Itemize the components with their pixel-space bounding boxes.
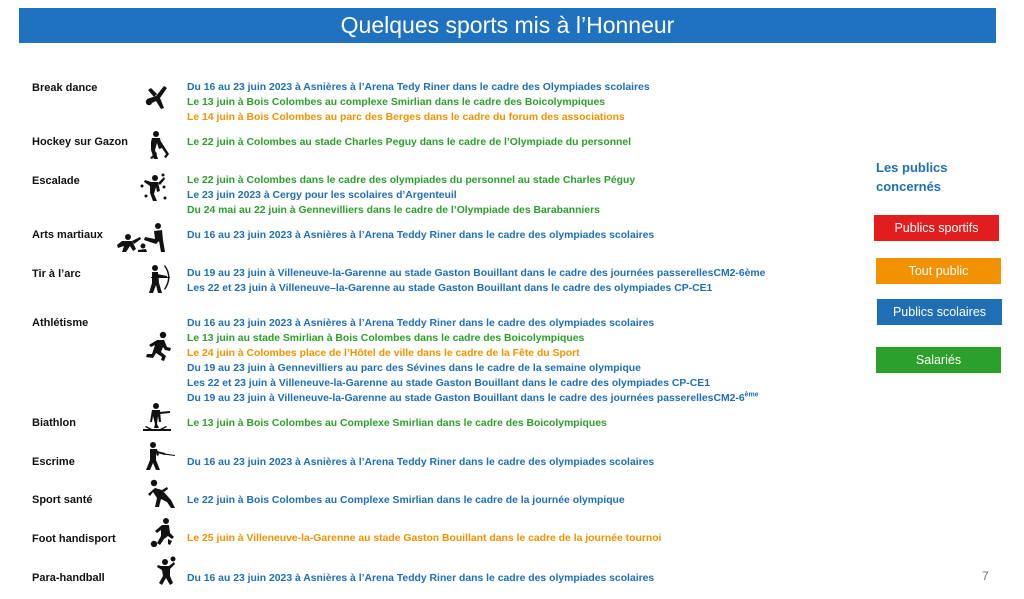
health-sport-icon <box>147 478 177 508</box>
event-line: Du 16 au 23 juin 2023 à Asnières à l’Arena Tedy Riner dans le cadre des Olympiades scolaires <box>187 82 650 93</box>
event-line: Le 13 juin à Bois Colombes au complexe Smirlian dans le cadre des Boicolympiques <box>187 97 606 108</box>
sport-name: Sport santé <box>32 494 93 506</box>
sport-name: Escalade <box>32 175 80 187</box>
biathlon-icon <box>142 402 172 432</box>
sport-name: Break dance <box>32 82 98 94</box>
handisport-football-icon <box>148 517 178 547</box>
event-line: Le 25 juin à Villeneuve-la-Garenne au stade Gaston Bouillant dans le cadre de la journée tournoi <box>187 533 662 544</box>
climbing-icon <box>138 172 168 202</box>
para-handball-icon <box>150 556 180 586</box>
sport-name: Arts martiaux <box>32 229 103 241</box>
fencing-icon <box>145 441 175 471</box>
event-line: Du 19 au 23 juin à Villeneuve-la-Garenne au stade Gaston Bouillant dans le cadre des journées passerellesCM2-6ème <box>187 391 759 404</box>
event-line: Le 23 juin 2023 à Cergy pour les scolaires d’Argenteuil <box>187 190 457 201</box>
sport-events <box>187 80 650 125</box>
event-line: Du 24 mai au 22 juin à Gennevilliers dans le cadre de l’Olympiade des Barabanniers <box>187 205 600 216</box>
legend-item-tout: Tout public <box>876 258 1001 284</box>
event-line: Du 16 au 23 juin 2023 à Asnières à l’Arena Teddy Riner dans le cadre des olympiades scolaires <box>187 230 655 241</box>
field-hockey-icon <box>142 130 172 160</box>
sport-name: Foot handisport <box>32 533 116 545</box>
sport-name: Athlétisme <box>32 317 89 329</box>
event-line: Le 22 juin à Bois Colombes au Complexe Smirlian dans le cadre de la journée olympique <box>187 495 625 506</box>
sport-name: Escrime <box>32 456 75 468</box>
event-line: Du 19 au 23 juin à Villeneuve-la-Garenne au stade Gaston Bouillant dans le cadre des journées passerellesCM2-6ème <box>187 268 766 279</box>
sport-events <box>187 135 631 150</box>
legend-title: Les publics concernés <box>876 160 948 194</box>
sport-name: Hockey sur Gazon <box>32 136 128 148</box>
event-line: Du 16 au 23 juin 2023 à Asnières à l’Arena Teddy Riner dans le cadre des olympiades scolaires <box>187 573 655 584</box>
event-line: Le 22 juin à Colombes au stade Charles Peguy dans le cadre de l’Olympiade du personnel <box>187 137 632 148</box>
sport-events <box>187 173 635 218</box>
legend-item-scolaire: Publics scolaires <box>877 299 1002 325</box>
sport-name: Para-handball <box>32 572 105 584</box>
sport-events <box>187 316 759 406</box>
martial-arts-icon <box>116 222 178 252</box>
legend-item-salarie: Salariés <box>876 347 1001 373</box>
athletics-icon <box>143 331 173 361</box>
page-title: Quelques sports mis à l’Honneur <box>340 12 675 38</box>
event-line: Le 24 juin à Colombes place de l’Hôtel de ville dans le cadre de la Fête du Sport <box>187 348 580 359</box>
break-dance-icon <box>142 82 174 112</box>
event-line: Du 19 au 23 juin à Gennevilliers au parc des Sévines dans le cadre de la semaine olympique <box>187 363 641 374</box>
event-line: Le 13 juin au stade Smirlian à Bois Colombes dans le cadre des Boicolympiques <box>187 333 585 344</box>
event-line: Les 22 et 23 juin à Villeneuve–la-Garenne au stade Gaston Bouillant dans le cadre des olympiades CP-CE1 <box>187 283 713 294</box>
event-line: Du 16 au 23 juin 2023 à Asnières à l’Arena Teddy Riner dans le cadre des olympiades scolaires <box>187 318 655 329</box>
sport-events <box>187 228 654 243</box>
event-line: Du 16 au 23 juin 2023 à Asnières à l’Arena Teddy Riner dans le cadre des olympiades scolaires <box>187 457 655 468</box>
sport-events <box>187 493 625 508</box>
page-number: 7 <box>982 569 989 583</box>
sport-name: Tir à l’arc <box>32 268 81 280</box>
sport-events <box>187 571 654 586</box>
sport-name: Biathlon <box>32 417 76 429</box>
sport-events <box>187 416 607 431</box>
archery-icon <box>143 264 173 294</box>
event-line: Les 22 et 23 juin à Villeneuve-la-Garenne au stade Gaston Bouillant dans le cadre des olympiades CP-CE1 <box>187 378 710 389</box>
sport-events <box>187 531 661 546</box>
event-line: Le 14 juin à Bois Colombes au parc des Berges dans le cadre du forum des associations <box>187 112 625 123</box>
event-line: Le 13 juin à Bois Colombes au Complexe Smirlian dans le cadre des Boicolympiques <box>187 418 607 429</box>
legend-item-sportif: Publics sportifs <box>874 215 999 241</box>
event-line: Le 22 juin à Colombes dans le cadre des olympiades du personnel au stade Charles Péguy <box>187 175 636 186</box>
sport-events <box>187 266 765 296</box>
sport-events <box>187 455 654 470</box>
